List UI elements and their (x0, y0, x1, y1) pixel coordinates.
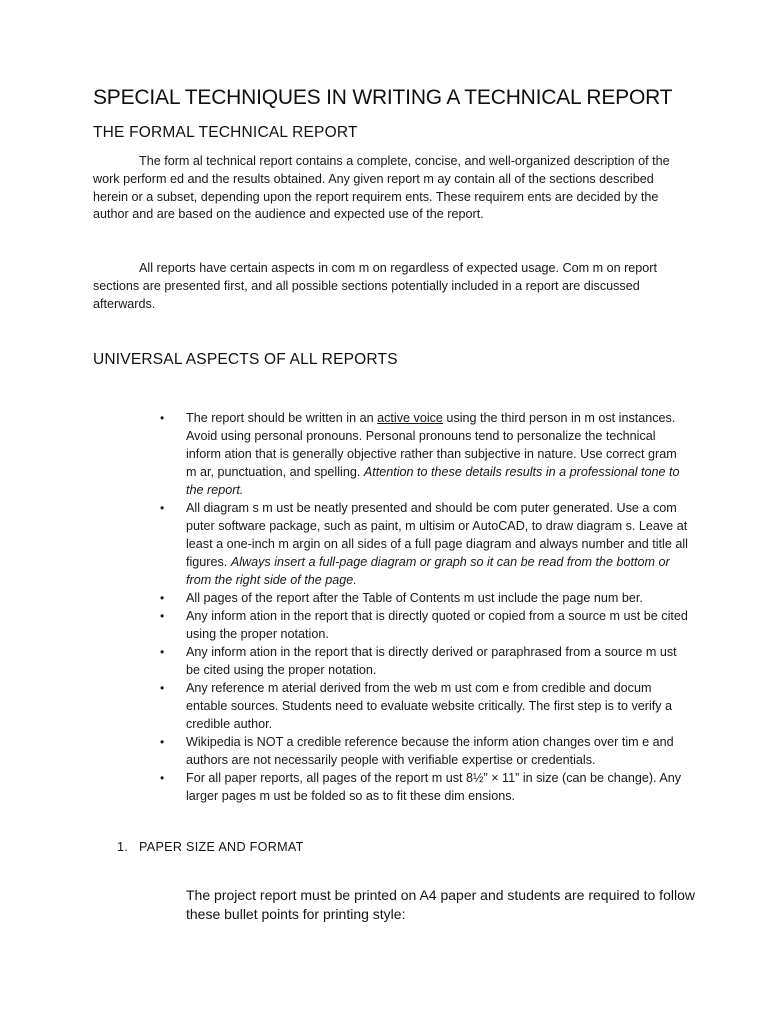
list-item-note: Always insert a full-page diagram or graph so it can be read from the bottom or from the right side of the page. (186, 555, 670, 587)
document-title: SPECIAL TECHNIQUES IN WRITING A TECHNICAL REPORT (93, 86, 673, 109)
list-item-text: All diagram s m ust be neatly presented and should be com puter generated. Use a com puter software package, such as paint, m ultisim or AutoCAD, to draw diagram s. Leave at least a one-inch m argin on all sides of a full page diagram and always number and title all figures. (186, 501, 688, 569)
bullet-icon: • (160, 501, 165, 515)
active-voice-link[interactable]: active voice (377, 411, 443, 425)
bullet-icon: • (160, 681, 165, 695)
list-item-text: Any reference m aterial derived from the web m ust com e from credible and docum entable sources. Students need to evaluate website critically. The first step is to verify a credible author. (186, 681, 673, 731)
numbered-heading-paper-size (117, 840, 304, 854)
bullet-icon: • (160, 735, 165, 749)
list-item-text: using the third person in m ost instances. Avoid using personal pronouns. Personal pronouns tend to personalize the technical inform ation that is generally objective rather than subjective in nature. Use correct gram m ar, punctuation, and spelling. (186, 411, 677, 479)
intro-paragraph: The form al technical report contains a complete, concise, and well-organized description of the work perform ed and the results obtained. Any given report m ay contain all of the sections described herein or a subset, depending upon the report requirem ents. These requirem ents are decided by the author and are based on the audience and expected use of the report. (93, 154, 670, 222)
universal-aspects-list (160, 409, 690, 805)
bullet-icon: • (160, 411, 165, 425)
list-item (160, 499, 690, 589)
list-item (160, 409, 690, 499)
list-item-text: Any inform ation in the report that is directly quoted or copied from a source m ust be cited using the proper notation. (186, 609, 688, 641)
numbered-heading-label: PAPER SIZE AND FORMAT (139, 840, 304, 854)
bullet-icon: • (160, 771, 165, 785)
bullet-icon: • (160, 591, 165, 605)
common-aspects-paragraph: All reports have certain aspects in com m on regardless of expected usage. Com m on report sections are presented first, and all possible sections potentially included in a report are discussed afterwards. (93, 261, 657, 311)
list-item-text: All pages of the report after the Table of Contents m ust include the page num ber. (186, 591, 643, 605)
section-heading-universal-aspects: UNIVERSAL ASPECTS OF ALL REPORTS (93, 351, 398, 368)
bullet-icon: • (160, 609, 165, 623)
bullet-icon: • (160, 645, 165, 659)
printing-requirements-paragraph: The project report must be printed on A4 paper and students are required to follow these bullet points for printing style: (186, 887, 695, 922)
list-item-text: Any inform ation in the report that is directly derived or paraphrased from a source m ust be cited using the proper notation. (186, 645, 677, 677)
list-item (160, 679, 690, 733)
list-item (160, 607, 690, 643)
list-item (160, 589, 690, 607)
list-item-text: Wikipedia is NOT a credible reference because the inform ation changes over tim e and authors are not necessarily people with verifiable expertise or credentials. (186, 735, 674, 767)
list-number: 1. (117, 840, 129, 854)
list-item-text: For all paper reports, all pages of the report m ust 8½” × 11” in size (can be change). Any larger pages m ust be folded so as to fit these dim ensions. (186, 771, 682, 803)
list-item (160, 769, 690, 805)
section-heading-formal-report: THE FORMAL TECHNICAL REPORT (93, 124, 358, 141)
list-item-note: Attention to these details results in a professional tone to the report. (186, 465, 680, 497)
list-item-text: The report should be written in an (186, 411, 378, 425)
list-item (160, 733, 690, 769)
list-item (160, 643, 690, 679)
